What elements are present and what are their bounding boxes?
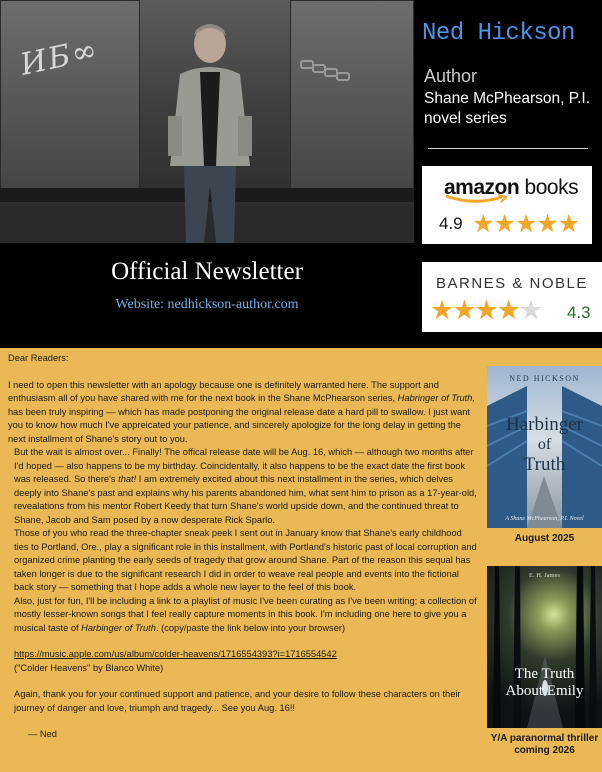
author-name: Ned Hickson bbox=[422, 20, 575, 47]
book2-author: E. H. James bbox=[528, 572, 561, 579]
book1-title-1: Harbinger bbox=[505, 414, 584, 435]
paragraph-4: Also, just for fun, I'll be including a link to a playlist of music I've been curating as I've been writing; a collection of mostly lesser-known songs that I feel really capture moments in this book. I'm including one here to give you a musical taste of Harbinger of Truth. (copy/paste the link below into your browser) bbox=[14, 595, 477, 633]
barnes-noble-stars: ★★★★★ bbox=[430, 295, 542, 325]
header bbox=[0, 0, 602, 348]
author-photo: ИБ∞ bbox=[0, 0, 414, 243]
series-line-1: Shane McPhearson, P.I. bbox=[424, 90, 591, 107]
barnes-noble-badge[interactable] bbox=[422, 262, 602, 332]
barnes-noble-logo: BARNES & NOBLE bbox=[436, 275, 588, 292]
signoff: — Ned bbox=[28, 729, 57, 739]
newsletter-letter bbox=[8, 352, 478, 742]
greeting: Dear Readers: bbox=[8, 353, 69, 363]
paragraph-2: But the wait is almost over... Finally! The offical release date will be Aug. 16, which — although two months after I'd hoped — also happens to be my birthday. Coincidentally, it also happens to be the exact date the first book was released. So there's that! I am extremely excited about this next installment in the series, which delves deeply into Shane's past and explains why his parents abandoned him, what sent him to prison as a 17-year-old, revealations from his mentor Robert Keedy that turn Shane's world upside down, and the continued threat to Shane, Jacob and Sam posed by a now desperate Rick Sparlo. bbox=[14, 447, 477, 525]
book-cover-emily[interactable] bbox=[487, 566, 602, 728]
author-info bbox=[414, 0, 602, 150]
book1-author: NED HICKSON bbox=[509, 374, 580, 383]
book2-caption-2: coming 2026 bbox=[514, 745, 575, 756]
paragraph-1: I need to open this newsletter with an apology because one is definitely warranted here. The support and enthusiasm all of you have shared with me for the next book in the Shane McPhearson series, Habringer of Truth, has been truly inspiring — which has made postponing the original release date a hard pill to swallow. I just want you to know how much I've appreicated your patience, and sincerely apologize for the long delay in getting the next installment of Shane's story out to you. bbox=[8, 379, 475, 444]
playlist-link[interactable]: https://music.apple.com/us/album/colder-heavens/1716554393?i=1716554542 bbox=[14, 649, 337, 659]
paragraph-5: Again, thank you for your continued support and patience, and your desire to follow these characters on their journey of danger and love, triumph and tragedy... See you Aug. 16!! bbox=[14, 689, 461, 713]
book1-title-2: of bbox=[537, 436, 552, 453]
book2-title-1: The Truth bbox=[514, 666, 575, 682]
author-role: Author bbox=[424, 66, 478, 86]
person-figure bbox=[150, 16, 270, 243]
amazon-smile-icon bbox=[444, 194, 514, 204]
series-line-2: novel series bbox=[424, 110, 507, 127]
book-cover-harbinger[interactable] bbox=[487, 366, 602, 528]
website-link[interactable]: Website: nedhickson-author.com bbox=[115, 297, 299, 312]
barnes-noble-rating: 4.3 bbox=[567, 303, 591, 322]
amazon-stars: ★★★★★ bbox=[472, 210, 580, 238]
book1-caption: August 2025 bbox=[514, 533, 575, 544]
forest-illustration bbox=[487, 566, 602, 728]
amazon-rating: 4.9 bbox=[439, 214, 463, 233]
book2-title-2: About Emily bbox=[505, 683, 584, 699]
book1-subtitle: A Shane McPhearson, P.I. Novel bbox=[505, 516, 584, 522]
divider bbox=[428, 148, 588, 149]
newsletter-title: Official Newsletter bbox=[111, 258, 303, 285]
book1-title-3: Truth bbox=[523, 454, 566, 475]
amazon-logo: amazon books bbox=[444, 176, 579, 199]
book2-caption-1: Y/A paranormal thriller bbox=[490, 733, 599, 744]
amazon-books-badge[interactable] bbox=[422, 166, 592, 244]
link-caption: ("Colder Heavens" by Blanco White) bbox=[14, 662, 164, 673]
paragraph-3: Those of you who read the three-chapter sneak peek I sent out in January know that Shane's early childhood ties to Portland, Ore., play a significant role in this installment, with Portland's historic past of local corruption and organized crime planting the early seeds of tragedy that grow around Shane. Part of the reason this sequal has taken longer is due to the significant research I did in order to weave real people and events into the fictional back story — something that I hope adds a whole new layer to the feel of this book. bbox=[14, 528, 477, 592]
